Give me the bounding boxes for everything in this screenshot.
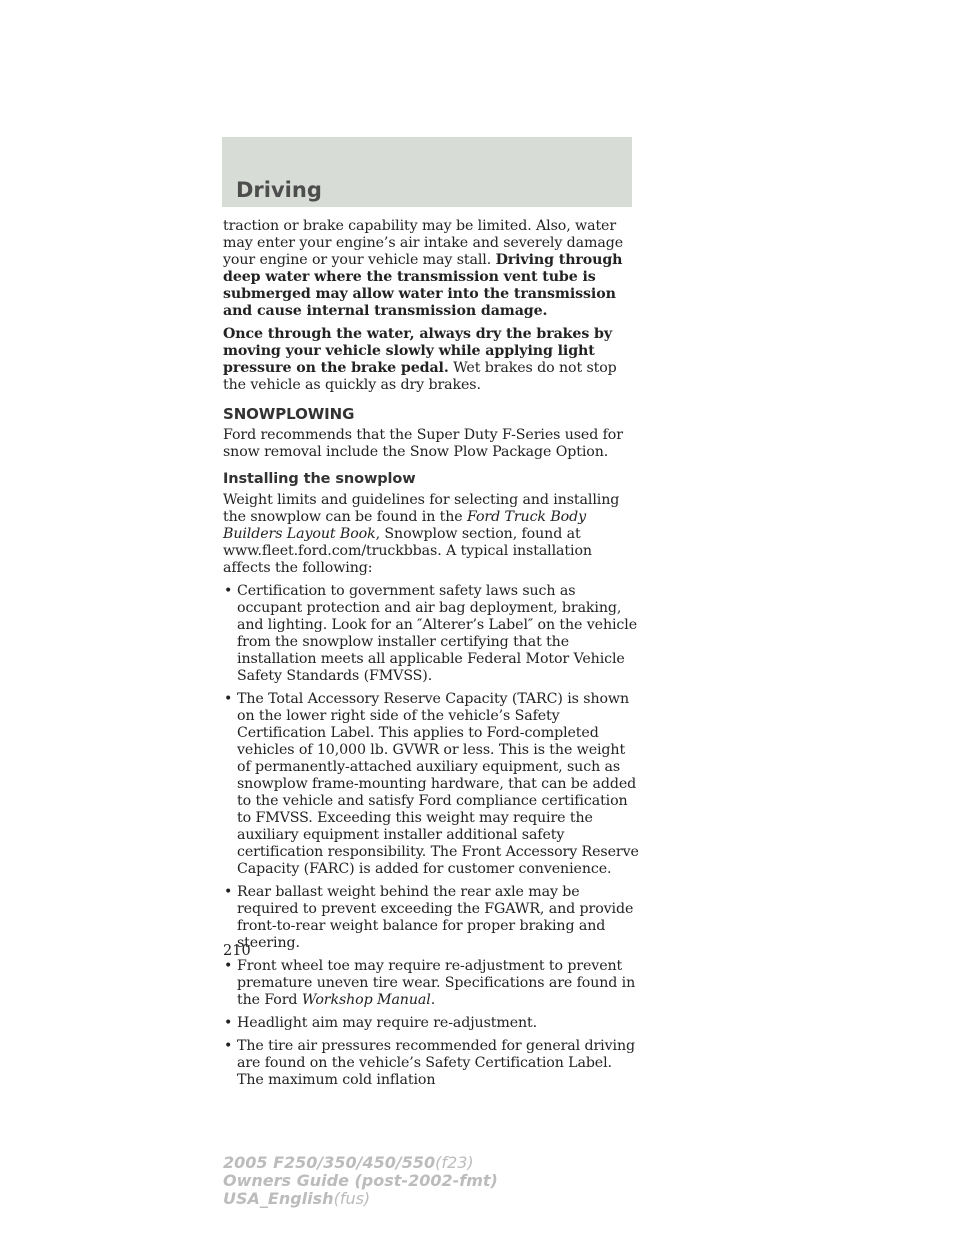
list-item: • The tire air pressures recommended for general driving are found on the vehicle’s Safety Certification Label. The maximum cold inflation <box>224 1038 635 1088</box>
bullet-icon: • <box>224 1015 233 1031</box>
bullet-icon: • <box>224 583 233 599</box>
manual-title: Workshop Manual <box>301 992 431 1008</box>
page-number: 210 <box>223 943 251 959</box>
list-item: • Headlight aim may require re-adjustment. <box>224 1015 538 1031</box>
bullet-icon: • <box>224 958 233 974</box>
heading-installing-snowplow: Installing the snowplow <box>223 471 416 487</box>
document-footer <box>223 1154 498 1208</box>
list-item: • Certification to government safety laws such as occupant protection and air bag deployment, braking, and lighting. Look for an ″Alterer’s Label″ on the vehicle from the snowplow installer certifying that the installation meets all applicable Federal Motor Vehicle Safety Standards (FMVSS). <box>224 583 638 684</box>
paragraph-installing-intro: Weight limits and guidelines for selecting and installing the snowplow can be found in the Ford Truck Body Builders Layout Book, Snowplow section, found at www.fleet.ford.com/truckbbas. A typical installation affects the following: <box>223 492 620 576</box>
list-item: • Rear ballast weight behind the rear axle may be required to prevent exceeding the FGAWR, and provide front-to-rear weight balance for proper braking and steering. <box>224 884 634 951</box>
list-item: • Front wheel toe may require re-adjustment to prevent premature uneven tire wear. Specifications are found in the Ford Workshop Manual. <box>224 958 636 1008</box>
page-content <box>223 218 643 1095</box>
installation-effects-list <box>223 583 643 1089</box>
footer-line-language: USA_English(fus) <box>223 1189 371 1208</box>
instruction-dry-brakes: Once through the water, always dry the brakes by moving your vehicle slowly while applying light pressure on the brake pedal. <box>223 326 613 376</box>
paragraph-dry-brakes: Once through the water, always dry the brakes by moving your vehicle slowly while applying light pressure on the brake pedal. Wet brakes do not stop the vehicle as quickly as dry brakes. <box>223 326 617 393</box>
footer-line-guide: Owners Guide (post-2002-fmt) <box>223 1171 498 1190</box>
paragraph-snowplowing: Ford recommends that the Super Duty F-Series used for snow removal include the Snow Plow Package Option. <box>223 427 623 460</box>
book-title: Ford Truck Body Builders Layout Book <box>223 509 586 542</box>
footer-line-model: 2005 F250/350/450/550(f23) <box>223 1153 474 1172</box>
heading-snowplowing: SNOWPLOWING <box>223 405 355 423</box>
bullet-icon: • <box>224 1038 233 1054</box>
list-item: • The Total Accessory Reserve Capacity (TARC) is shown on the lower right side of the vehicle’s Safety Certification Label. This applies to Ford-completed vehicles of 10,000 lb. GVWR or less. This is the weight of permanently-attached auxiliary equipment, such as snowplow frame-mounting hardware, that can be added to the vehicle and satisfy Ford compliance certification to FMVSS. Exceeding this weight may require the auxiliary equipment installer additional safety certification responsibility. The Front Accessory Reserve Capacity (FARC) is added for customer convenience. <box>224 691 639 877</box>
section-title: Driving <box>236 178 322 202</box>
bullet-icon: • <box>224 884 233 900</box>
bullet-icon: • <box>224 691 233 707</box>
warning-transmission: Driving through deep water where the transmission vent tube is submerged may allow water into the transmission and cause internal transmission damage. <box>223 252 623 319</box>
paragraph-deep-water: traction or brake capability may be limited. Also, water may enter your engine’s air intake and severely damage your engine or your vehicle may stall. Driving through deep water where the transmission vent tube is submerged may allow water into the transmission and cause internal transmission damage. <box>223 218 624 319</box>
